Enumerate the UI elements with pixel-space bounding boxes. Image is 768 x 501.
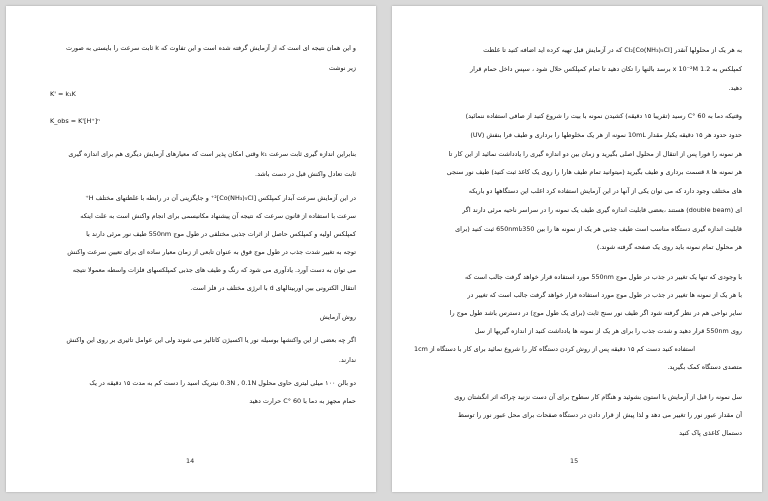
paragraph-line: اگر چه بعضی از این واکنشها بوسیله نور یا اکسیژن کاتالیز می شوند ولی این عوامل تاثیری بر روی این واکنش (66, 336, 356, 344)
paragraph-line: سایر نواحی هم در نظر گرفته شود اگر طیف نور سنج ثابت (برای یک طول موج) در دسترس باشد طول موج را (449, 309, 742, 317)
paragraph-line: کمپلکس اولیه و کمپلکس حاصل از اثرات جذبی مختلفی در طول موج 550nm طیف نور مرئی دارند با (86, 230, 356, 238)
paragraph-line: متصدی دستگاه کمک بگیرید. (667, 363, 742, 371)
paragraph-line: انتقال الکترونی بین اوربیتالهای d با انرژی مختلف در فلز است. (190, 284, 356, 292)
paragraph-line: زیر نوشت (328, 64, 356, 72)
paragraph-line: حدود حدود هر ۱۵ دقیقه یکبار مقدار 10mL نمونه از هر یک مخلوطها را برداری و طیف فرا بنفش (UV) (470, 131, 742, 139)
paragraph-line: ای (double beam) هستند ،بعضی قابلیت اندازه گیری طیف یک نمونه را در سراسر ناحیه مرئی دارند اگر (462, 206, 742, 214)
paragraph-line: قابلیت اندازه گیری دستگاه مناسب است طیف جذبی هر یک از نمونه ها را بین 350تا650nm ثبت کنید (برای (455, 225, 742, 233)
paragraph-line: هر نمونه را فورا پس از انتقال از محلول اصلی بگیرید و زمان بین دو اندازه گیری را یادداشت نمائید از این کار تا (448, 150, 742, 158)
paragraph-line: با وجودی که تنها یک تغییر در جذب در طول موج 550nm مورد استفاده قرار خواهد گرفت جالب است که (464, 273, 742, 281)
paragraph-line: بنابراین اندازه گیری ثابت سرعت k₁ وقتی امکان پذیر است که معیارهای آزمایش دیگری هم برای اندازه گیری (68, 150, 356, 158)
paragraph-line: ثابت تعادل واکنش قبل در دست باشد. (255, 170, 356, 178)
paragraph-line: 1cm استفاده کنید دست کم ۱۵ دقیقه پس از روش کردن دستگاه کار را شروع نمائید برای کار با دستگاه از (414, 345, 695, 353)
paragraph-line: با هر یک از نمونه ها تغییر در جذب در طول موج مورد استفاده قرار خواهد گرفت جالب است که تغییر در (467, 291, 742, 299)
formula-k-prime: K' = k₁K (50, 90, 76, 98)
paragraph-line: هر محلول تمام نمونه باید روی یک صفحه گرفته شوند.) (596, 243, 742, 251)
paragraph-line: و این همان نتیجه ای است که از آزمایش گرفته شده است و این تفاوت که k ثابت سرعت را بایستی به صورت (65, 44, 356, 52)
paragraph-line: ندارند. (338, 356, 356, 364)
section-heading: روش آزمایش (319, 313, 356, 321)
document-page-15 (392, 6, 762, 492)
formula-k-obs: K_obs = K'[H⁺]ⁿ (50, 117, 100, 125)
paragraph-line: آن مقدار عبور نور را تغییر می دهد و لذا پیش از قرار دادن در دستگاه صفحات برای محل عبور نور را توسط (458, 411, 742, 419)
paragraph-line: دستمال کاغذی پاک کنید (679, 429, 742, 437)
paragraph-line: سرعت با استفاده از قانون سرعت که نتیجه آن پیشنهاد مکانیسمی برای انجام واکنش است به علت اینکه (80, 212, 356, 220)
paragraph-line: روی 550nm قرار دهید و شدت جذب را برای هر یک از نمونه ها یادداشت کنید از اندازه گیریها از سل (474, 327, 742, 335)
paragraph-line: می توان به دست آورد. یادآوری می شود که رنگ و طیف های جذبی کمپلکسهای فلزات واسطه معمولا نتیجه (72, 266, 356, 274)
paragraph-line: در این آزمایش سرعت آبدار کمپلکس [Co(NH₃)₅Cl]²⁺ و جایگزینی آن در رابطه با غلظتهای مختلف H⁺ (85, 194, 356, 202)
paragraph-line: هر نمونه ها ۸ قسمت برداری و طیف بگیرید (میتوانید تمام طیف هارا را روی یک کاغذ ثبت کنید) طیف نور سنجی (446, 168, 742, 176)
paragraph-line: کمپلکس به 1.2 x 10⁻²M برسد بالنها را تکان دهید تا تمام کمپلکس حلال شود ، سپس داخل حمام قرار (469, 65, 742, 73)
document-page-14 (6, 6, 376, 492)
paragraph-line: دهید. (728, 84, 742, 92)
paragraph-line: سل نمونه را قبل از آزمایش با استون بشوئید و هنگام کار سطوح برای آن دست نزنید چراکه اثر انگشتان روی (454, 393, 742, 401)
page-number: 15 (570, 457, 579, 465)
paragraph-line: به هر یک از محلولها آنقدر [Co(NH₃)₅Cl]Cl₂ که در آزمایش قبل تهیه کرده اید اضافه کنید تا غلظت (483, 46, 742, 54)
paragraph-line: حمام مجهز به دما با 60 °C حرارت دهید (249, 397, 356, 405)
paragraph-line: های مختلف وجود دارد که می توان یکی از آنها در این آزمایش استفاده کرد اغلب این دستگاهها دو باریکه (468, 187, 742, 195)
paragraph-line: وقتیکه دما به 60 °C رسید (تقریبا ۱۵ دقیقه) کشیدن نمونه با بیت را شروع کنید از صافی استفاده ننمائید) (465, 112, 742, 120)
paragraph-line: توجه به تغییر شدت جذب در طول موج فوق به عنوان تابعی از زمان معیار ساده ای برای تعیین سرعت واکنش (67, 248, 356, 256)
paragraph-line: دو بالن ۱۰۰ میلی لیتری حاوی محلول 0.3N , 0.1N نیتریک اسید را دست کم به مدت ۱۵ دقیقه در یک (89, 379, 356, 387)
page-number: 14 (186, 457, 195, 465)
